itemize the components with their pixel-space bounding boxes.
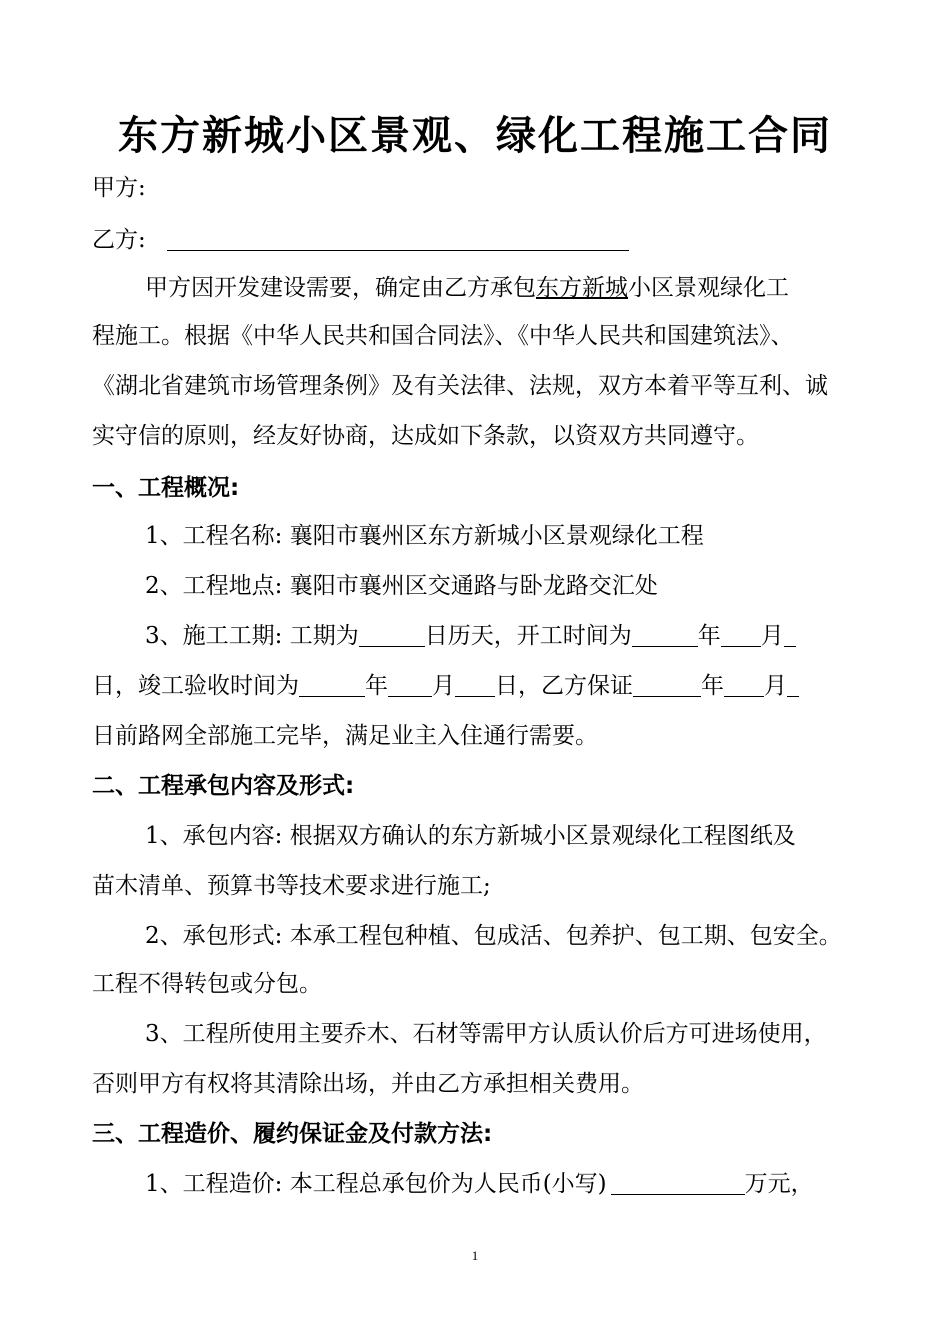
start-year-blank[interactable] (632, 622, 698, 647)
acceptance-year-blank[interactable] (299, 672, 365, 697)
schedule-text: 日，竣工验收时间为 (92, 673, 299, 699)
intro-line-1 (145, 272, 925, 304)
page-number: 1 (471, 1248, 479, 1263)
schedule-item-line-1 (145, 620, 925, 652)
schedule-text: 3、施工工期: 工期为 (145, 623, 359, 649)
document-title: 东方新城小区景观、绿化工程施工合同 (118, 113, 832, 159)
duration-blank[interactable] (359, 622, 425, 647)
project-name-underlined: 东方新城 (536, 275, 628, 301)
intro-line-4: 实守信的原则，经友好协商，达成如下条款，以资双方共同遵守。 (92, 423, 759, 449)
materials-item-line-1: 3、工程所使用主要乔木、石材等需甲方认质认价后方可进场使用， (145, 1021, 827, 1047)
schedule-item-line-2 (92, 670, 872, 702)
price-item-line-1 (145, 1168, 925, 1200)
acceptance-day-blank[interactable] (455, 672, 495, 697)
month-label: 月 (764, 673, 787, 699)
schedule-text: 日历天，开工时间为 (424, 623, 632, 649)
party-b-line (92, 224, 872, 256)
guarantee-day-blank[interactable] (787, 672, 799, 697)
month-label: 月 (760, 623, 784, 649)
party-a-line (92, 172, 872, 204)
scope-item-line-2: 苗木清单、预算书等技术要求进行施工; (92, 873, 491, 899)
party-b-blank[interactable] (167, 226, 629, 251)
intro-text: 甲方因开发建设需要，确定由乙方承包 (145, 275, 536, 301)
materials-item-line-2: 否则甲方有权将其清除出场，并由乙方承担相关费用。 (92, 1071, 644, 1097)
price-text: 1、工程造价: 本工程总承包价为人民币(小写) (145, 1171, 607, 1197)
party-a-label: 甲方: (92, 175, 146, 201)
acceptance-month-blank[interactable] (388, 672, 432, 697)
section-3-heading: 三、工程造价、履约保证金及付款方法: (92, 1121, 493, 1147)
guarantee-year-blank[interactable] (633, 672, 701, 697)
year-label: 年 (701, 673, 724, 699)
intro-text: 小区景观绿化工 (628, 275, 789, 301)
party-b-label: 乙方: (92, 227, 146, 253)
section-2-heading: 二、工程承包内容及形式: (92, 773, 355, 799)
schedule-text: 日，乙方保证 (495, 673, 633, 699)
start-day-blank[interactable] (784, 622, 796, 647)
guarantee-month-blank[interactable] (724, 672, 764, 697)
month-label: 月 (432, 673, 455, 699)
year-label: 年 (365, 673, 388, 699)
year-label: 年 (697, 623, 721, 649)
price-unit: 万元， (744, 1171, 814, 1197)
schedule-item-line-3: 日前路网全部施工完毕，满足业主入住通行需要。 (92, 723, 598, 749)
form-item-line-1: 2、承包形式: 本承工程包种植、包成活、包养护、包工期、包安全。 (145, 923, 842, 949)
price-amount-blank[interactable] (611, 1170, 745, 1195)
form-item-line-2: 工程不得转包或分包。 (92, 971, 322, 997)
project-location-item: 2、工程地点: 襄阳市襄州区交通路与卧龙路交汇处 (145, 573, 658, 599)
intro-line-2: 程施工。根据《中华人民共和国合同法》、《中华人民共和国建筑法》、 (92, 323, 794, 349)
section-1-heading: 一、工程概况: (92, 475, 240, 501)
scope-item-line-1: 1、承包内容: 根据双方确认的东方新城小区景观绿化工程图纸及 (145, 823, 796, 849)
start-month-blank[interactable] (721, 622, 761, 647)
project-name-item: 1、工程名称: 襄阳市襄州区东方新城小区景观绿化工程 (145, 523, 704, 549)
intro-line-3: 《湖北省建筑市场管理条例》及有关法律、法规，双方本着平等互利、诚 (92, 373, 828, 399)
